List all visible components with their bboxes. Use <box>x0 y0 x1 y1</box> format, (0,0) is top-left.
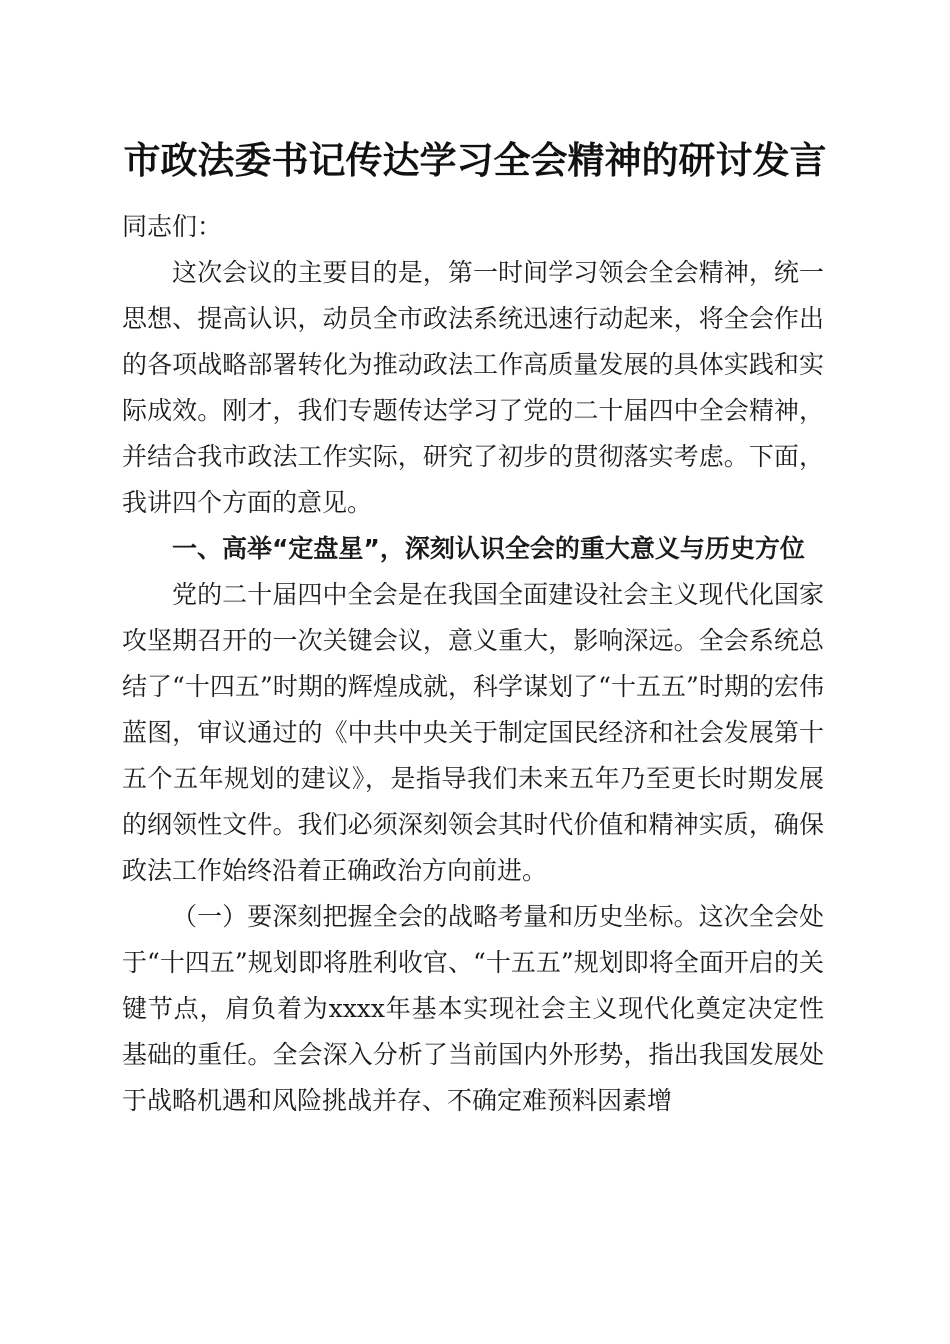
section-paragraph: 党的二十届四中全会是在我国全面建设社会主义现代化国家攻坚期召开的一次关键会议，意义重大，影响深远。全会系统总结了“十四五”时期的辉煌成就，科学谋划了“十五五”时期的宏伟蓝图，审议通过的《中共中央关于制定国民经济和社会发展第十五个五年规划的建议》，是指导我们未来五年乃至更长时期发展的纲领性文件。我们必须深刻领会其时代价值和精神实质，确保政法工作始终沿着正确政治方向前进。 <box>122 580 824 885</box>
document-body <box>122 204 824 1124</box>
subsection-body: 这次全会处于“十四五”规划即将胜利收官、“十五五”规划即将全面开启的关键节点，肩负着为xxxx年基本实现社会主义现代化奠定决定性基础的重任。全会深入分析了当前国内外形势，指出我国发展处于战略机遇和风险挑战并存、不确定难预料因素增 <box>122 902 824 1115</box>
salutation: 同志们： <box>122 212 223 241</box>
document-title: 市政法委书记传达学习全会精神的研讨发言 <box>123 138 827 182</box>
subsection-paragraph <box>122 894 824 1124</box>
intro-paragraph: 这次会议的主要目的是，第一时间学习领会全会精神，统一思想、提高认识，动员全市政法系统迅速行动起来，将全会作出的各项战略部署转化为推动政法工作高质量发展的具体实践和实际成效。刚才，我们专题传达学习了党的二十届四中全会精神，并结合我市政法工作实际，研究了初步的贯彻落实考虑。下面，我讲四个方面的意见。 <box>122 258 824 517</box>
section-heading: 一、高举“定盘星”，深刻认识全会的重大意义与历史方位 <box>172 534 805 563</box>
subsection-lead: （一）要深刻把握全会的战略考量和历史坐标。 <box>172 902 699 931</box>
